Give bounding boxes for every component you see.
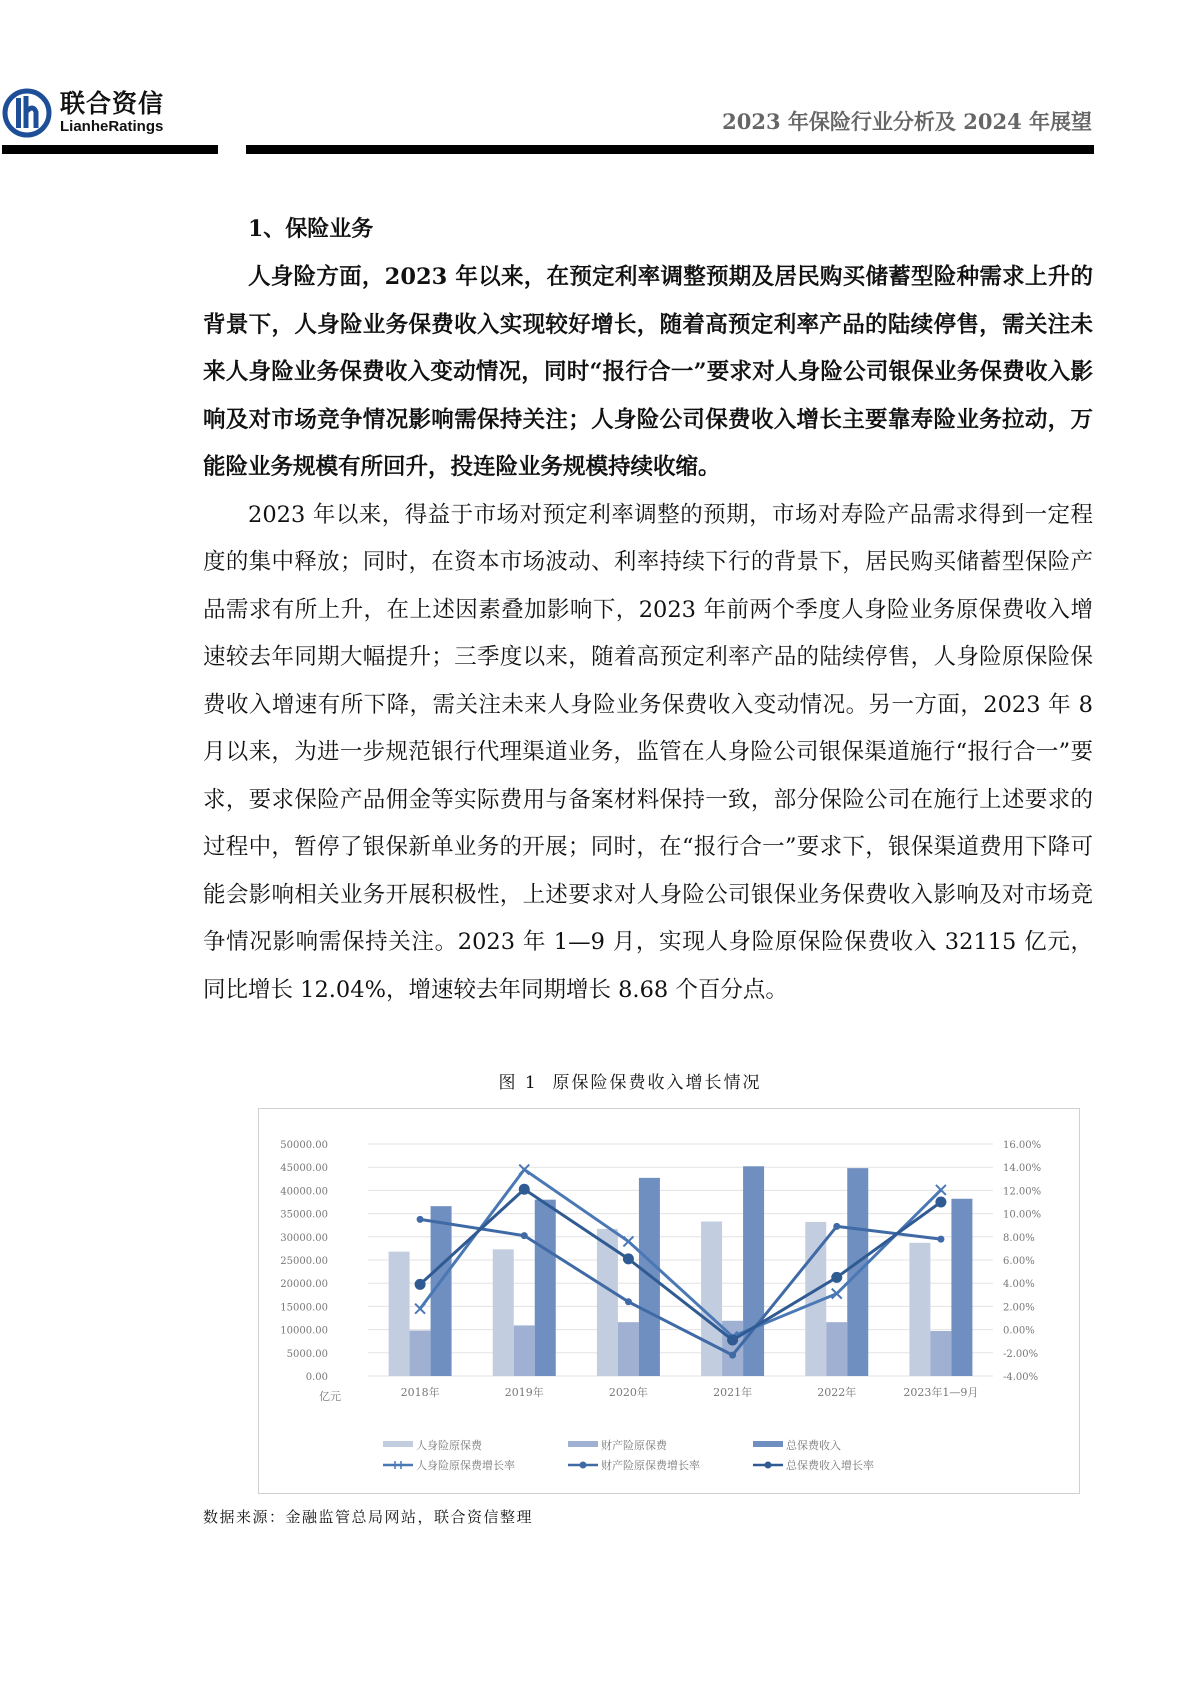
body-paragraph: 2023 年以来，得益于市场对预定利率调整的预期，市场对寿险产品需求得到一定程度的集中释放；同时，在资本市场波动、利率持续下行的背景下，居民购买储蓄型保险产品需求有所上升，在上述因素叠加影响下，2023 年前两个季度人身险业务原保费收入增速较去年同期大幅提升；三季度以来，随着高预定利率产品的陆续停售，人身险原保险保费收入增速有所下降，需关注未来人身险业务保费收入变动情况。另一方面，2023 年 8 月以来，为进一步规范银行代理渠道业务，监管在人身险公司银保渠道施行“报行合一”要求，要求保险产品佣金等实际费用与备案材料保持一致，部分保险公司在施行上述要求的过程中，暂停了银保新单业务的开展；同时，在“报行合一”要求下，银保渠道费用下降可能会影响相关业务开展积极性，上述要求对人身险公司银保业务保费收入影响及对市场竞争情况影响需保持关注。2023 年 1—9 月，实现人身险原保险保费收入 32115 亿元，同比增长 12.04%，增速较去年同期增长 8.68 个百分点。 <box>203 501 1093 1003</box>
x-tick-label: 2020年 <box>608 1386 648 1399</box>
bar-2 <box>951 1199 972 1376</box>
x-tick-label: 2021年 <box>713 1386 753 1399</box>
y-tick-label: 30000.00 <box>280 1232 328 1244</box>
logo <box>2 88 164 138</box>
summary-paragraph: 人身险方面，2023 年以来，在预定利率调整预期及居民购买储蓄型险种需求上升的背景下，人身险业务保费收入实现较好增长，随着高预定利率产品的陆续停售，需关注未来人身险业务保费收入变动情况，同时“报行合一”要求对人身险公司银保业务保费收入影响及对市场竞争情况影响需保持关注；人身险公司保费收入增长主要靠寿险业务拉动，万能险业务规模有所回升，投连险业务规模持续收缩。 <box>203 264 1093 480</box>
body-content <box>203 212 1093 1014</box>
x-tick-label: 2022年 <box>817 1386 857 1399</box>
x-tick-label: 2019年 <box>504 1386 544 1399</box>
y2-tick-label: 0.00% <box>1003 1325 1035 1337</box>
dot-marker <box>833 1223 840 1230</box>
bar-0 <box>389 1252 410 1376</box>
legend-swatch <box>753 1441 783 1447</box>
legend-label: 财产险原保费 <box>601 1439 667 1452</box>
figure-caption-text: 原保险保费收入增长情况 <box>552 1073 762 1093</box>
legend-swatch <box>568 1441 598 1447</box>
legend-label: 总保费收入增长率 <box>786 1459 874 1472</box>
y2-tick-label: 2.00% <box>1003 1302 1035 1314</box>
y2-tick-label: -4.00% <box>1003 1372 1039 1383</box>
x-tick-label: 2018年 <box>400 1386 440 1399</box>
logo-chinese: 联合资信 <box>60 89 165 118</box>
report-title: 2023 年保险行业分析及 2024 年展望 <box>722 109 1092 134</box>
legend-dot-marker <box>580 1462 587 1469</box>
y2-tick-label: -2.00% <box>1003 1348 1039 1360</box>
y2-tick-label: 6.00% <box>1003 1256 1035 1267</box>
dot-marker <box>935 1197 946 1208</box>
dot-marker <box>519 1184 530 1195</box>
bar-2 <box>743 1166 764 1376</box>
dot-marker <box>623 1253 634 1264</box>
bar-0 <box>493 1249 514 1376</box>
legend-dot-marker <box>765 1462 772 1469</box>
legend-label: 财产险原保费增长率 <box>601 1459 700 1472</box>
legend-swatch <box>383 1441 413 1447</box>
y2-tick-label: 16.00% <box>1003 1140 1042 1151</box>
dot-marker <box>625 1298 632 1305</box>
dot-marker <box>937 1236 944 1243</box>
bar-1 <box>826 1322 847 1376</box>
figure-number: 图 1 <box>498 1073 538 1093</box>
y-tick-label: 10000.00 <box>280 1325 328 1337</box>
y-tick-label: 45000.00 <box>280 1163 328 1175</box>
dot-marker <box>727 1335 738 1346</box>
y-tick-label: 15000.00 <box>280 1302 328 1314</box>
y2-tick-label: 14.00% <box>1003 1163 1042 1175</box>
y2-tick-label: 10.00% <box>1003 1209 1042 1221</box>
y-tick-label: 50000.00 <box>280 1140 328 1151</box>
header-rule-left <box>2 145 218 154</box>
premium-growth-chart <box>258 1108 1080 1494</box>
bar-1 <box>618 1322 639 1376</box>
y-tick-label: 40000.00 <box>280 1186 328 1198</box>
y2-tick-label: 12.00% <box>1003 1186 1042 1198</box>
bar-2 <box>535 1200 556 1376</box>
bar-1 <box>514 1325 535 1376</box>
y2-tick-label: 4.00% <box>1003 1279 1035 1291</box>
bar-0 <box>701 1221 722 1376</box>
bar-1 <box>930 1331 951 1376</box>
y-tick-label: 35000.00 <box>280 1209 328 1221</box>
section-title: 1、保险业务 <box>248 216 374 242</box>
legend-label: 总保费收入 <box>786 1439 841 1452</box>
y-tick-label: 0.00 <box>305 1372 328 1383</box>
x-tick-label: 2023年1—9月 <box>903 1386 979 1399</box>
data-source: 数据来源：金融监管总局网站，联合资信整理 <box>203 1508 534 1526</box>
dot-marker <box>415 1279 426 1290</box>
logo-english: LianheRatings <box>60 118 164 135</box>
y-tick-label: 25000.00 <box>280 1256 328 1267</box>
y-axis-unit: 亿元 <box>319 1390 341 1403</box>
bar-1 <box>410 1331 431 1376</box>
legend-label: 人身险原保费 <box>416 1439 482 1452</box>
lianhe-logo-icon <box>2 88 52 138</box>
y-tick-label: 5000.00 <box>286 1348 328 1360</box>
legend-label: 人身险原保费增长率 <box>416 1459 515 1472</box>
dot-marker <box>521 1232 528 1239</box>
y-tick-label: 20000.00 <box>280 1279 328 1291</box>
header-rule-right <box>246 145 1094 154</box>
y2-tick-label: 8.00% <box>1003 1232 1035 1244</box>
bar-0 <box>909 1243 930 1376</box>
dot-marker <box>831 1272 842 1283</box>
dot-marker <box>729 1352 736 1359</box>
figure-caption <box>0 1068 1200 1093</box>
dot-marker <box>417 1216 424 1223</box>
